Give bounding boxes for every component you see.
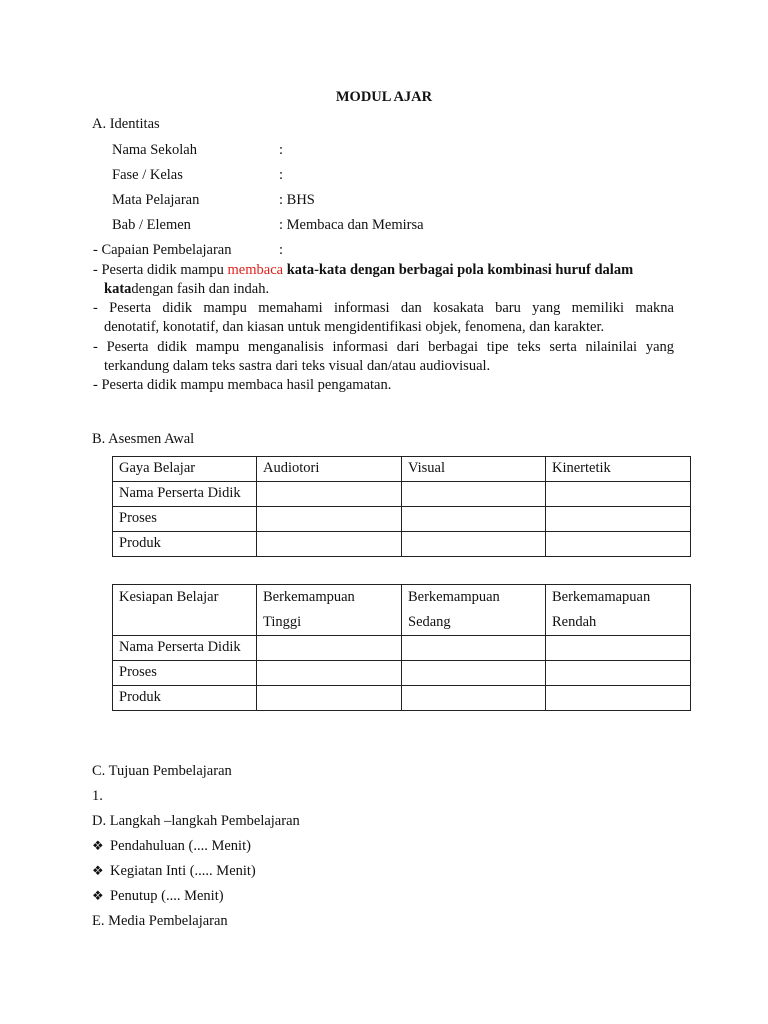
empty-cell[interactable] xyxy=(402,686,546,711)
table-header-row xyxy=(113,585,691,636)
table-row xyxy=(113,507,691,532)
empty-cell[interactable] xyxy=(402,636,546,661)
empty-cell[interactable] xyxy=(546,532,691,557)
bullet-1-line-1 xyxy=(93,261,633,279)
empty-cell[interactable] xyxy=(546,661,691,686)
row-label-cell: Nama Perserta Didik xyxy=(113,636,257,661)
header-line-1: Berkemamapuan xyxy=(552,589,651,605)
section-d-heading: D. Langkah –langkah Pembelajaran xyxy=(92,813,300,829)
field-label-nama-sekolah: Nama Sekolah xyxy=(112,142,197,158)
page-title: MODUL AJAR xyxy=(335,89,433,105)
step-kegiatan-inti xyxy=(92,862,256,880)
step-pendahuluan xyxy=(92,837,251,855)
row-label-cell: Proses xyxy=(113,661,257,686)
header-line-2: Tinggi xyxy=(263,614,302,630)
section-b-heading: B. Asesmen Awal xyxy=(92,431,195,447)
empty-cell[interactable] xyxy=(546,636,691,661)
bullet-1-bold-text: kata-kata dengan berbagai pola kombinasi huruf dalam xyxy=(283,262,634,278)
bullet-1-red-word: membaca xyxy=(227,262,284,278)
empty-cell[interactable] xyxy=(546,686,691,711)
table-row xyxy=(113,532,691,557)
diamond-bullet-icon: ❖ xyxy=(92,888,104,903)
diamond-bullet-icon: ❖ xyxy=(92,863,104,878)
empty-cell[interactable] xyxy=(257,686,402,711)
table-row xyxy=(113,482,691,507)
field-label-fase-kelas: Fase / Kelas xyxy=(112,167,183,183)
table-header-cell: Kinertetik xyxy=(546,457,691,482)
table-header-cell: Visual xyxy=(402,457,546,482)
empty-cell[interactable] xyxy=(402,661,546,686)
table-row xyxy=(113,636,691,661)
empty-cell[interactable] xyxy=(402,532,546,557)
empty-cell[interactable] xyxy=(257,661,402,686)
diamond-bullet-icon: ❖ xyxy=(92,838,104,853)
field-label-mata-pelajaran: Mata Pelajaran xyxy=(112,192,200,208)
section-e-heading: E. Media Pembelajaran xyxy=(92,913,228,929)
row-label-cell: Proses xyxy=(113,507,257,532)
empty-cell[interactable] xyxy=(257,636,402,661)
table-header-cell: Gaya Belajar xyxy=(113,457,257,482)
field-value-bab-elemen: : Membaca dan Memirsa xyxy=(279,217,424,233)
field-label-bab-elemen: Bab / Elemen xyxy=(112,217,191,233)
section-c-heading: C. Tujuan Pembelajaran xyxy=(92,763,232,779)
header-line-2: Rendah xyxy=(552,614,597,630)
header-line-1: Berkemampuan xyxy=(263,589,355,605)
capaian-colon: : xyxy=(279,242,284,258)
header-line-2: Sedang xyxy=(408,614,451,630)
bullet-2-line-1: - Peserta didik mampu memahami informasi dan kosakata baru yang memiliki makna xyxy=(93,300,674,316)
field-value-mata-pelajaran: : BHS xyxy=(279,192,315,208)
field-value-fase-kelas: : xyxy=(279,167,284,183)
empty-cell[interactable] xyxy=(257,507,402,532)
bullet-1-bold-word: kata xyxy=(104,281,132,297)
table-header-cell xyxy=(113,585,257,636)
table-row xyxy=(113,661,691,686)
row-label-cell: Produk xyxy=(113,686,257,711)
step-label: Penutup (.... Menit) xyxy=(110,888,224,904)
table-header-cell xyxy=(402,585,546,636)
header-line-1: Kesiapan Belajar xyxy=(119,589,219,605)
empty-cell[interactable] xyxy=(402,482,546,507)
table-header-row xyxy=(113,457,691,482)
empty-cell[interactable] xyxy=(546,482,691,507)
bullet-1-prefix: - Peserta didik mampu xyxy=(93,262,228,278)
bullet-3-line-1: - Peserta didik mampu menganalisis informasi dari berbagai tipe teks serta nilainilai yang xyxy=(93,339,674,355)
bullet-2-line-2: denotatif, konotatif, dan kiasan untuk mengidentifikasi objek, fenomena, dan karakter. xyxy=(104,319,605,335)
row-label-cell: Nama Perserta Didik xyxy=(113,482,257,507)
bullet-1-line-2 xyxy=(104,280,269,298)
empty-cell[interactable] xyxy=(257,532,402,557)
table-header-cell xyxy=(546,585,691,636)
step-label: Kegiatan Inti (..... Menit) xyxy=(110,863,256,879)
gaya-belajar-table xyxy=(112,456,691,557)
bullet-1-rest: dengan fasih dan indah. xyxy=(131,281,270,297)
step-penutup xyxy=(92,887,224,905)
step-label: Pendahuluan (.... Menit) xyxy=(110,838,251,854)
section-c-item-1: 1. xyxy=(92,788,103,804)
capaian-label: - Capaian Pembelajaran xyxy=(93,242,232,258)
header-line-1: Berkemampuan xyxy=(408,589,500,605)
empty-cell[interactable] xyxy=(546,507,691,532)
table-header-cell: Audiotori xyxy=(257,457,402,482)
table-row xyxy=(113,686,691,711)
empty-cell[interactable] xyxy=(402,507,546,532)
row-label-cell: Produk xyxy=(113,532,257,557)
empty-cell[interactable] xyxy=(257,482,402,507)
bullet-4: - Peserta didik mampu membaca hasil pengamatan. xyxy=(93,377,392,393)
table-header-cell xyxy=(257,585,402,636)
field-value-nama-sekolah: : xyxy=(279,142,284,158)
section-a-heading: A. Identitas xyxy=(92,116,160,132)
bullet-3-line-2: terkandung dalam teks sastra dari teks visual dan/atau audiovisual. xyxy=(104,358,491,374)
kesiapan-belajar-table xyxy=(112,584,691,711)
